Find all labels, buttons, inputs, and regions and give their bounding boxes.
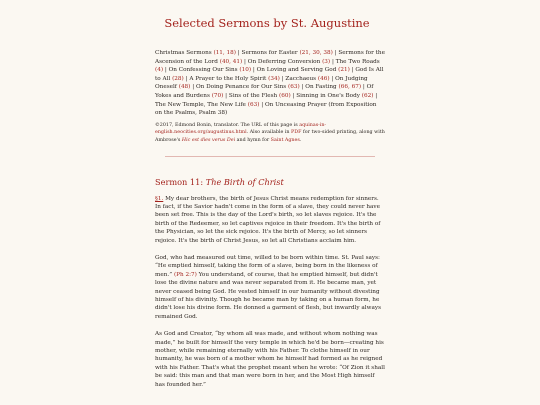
page xyxy=(155,0,385,389)
toc-item-refs[interactable]: (10) xyxy=(239,67,252,74)
toc-item-refs[interactable]: (46) xyxy=(317,75,330,82)
toc-separator: | xyxy=(190,84,196,91)
toc-item-label[interactable]: On Fasting xyxy=(305,84,337,91)
toc-item-refs[interactable]: (66, 67) xyxy=(338,84,362,91)
sermon-number: Sermon 11: xyxy=(155,176,204,187)
toc-item-label[interactable]: Christmas Sermons xyxy=(155,50,212,56)
toc-separator: | xyxy=(329,75,336,82)
toc-item-refs[interactable]: (21) xyxy=(338,67,350,74)
sermon-heading xyxy=(155,177,385,187)
toc-item-label[interactable]: A Prayer to the Holy Spirit xyxy=(189,75,267,82)
toc-separator: | xyxy=(330,58,336,65)
toc-item-label[interactable]: Sermons for Easter xyxy=(241,50,298,56)
credit-end: . xyxy=(299,137,302,143)
toc-item-label[interactable]: Zacchaeus xyxy=(285,75,317,82)
toc-item-refs[interactable]: (34) xyxy=(268,75,280,82)
scripture-citation-link[interactable]: (Ph 2:7) xyxy=(173,271,197,278)
toc-separator: | xyxy=(183,75,190,82)
toc-separator: | xyxy=(332,50,339,56)
toc-item[interactable] xyxy=(229,93,291,99)
toc-item-refs[interactable]: (70) xyxy=(211,92,224,99)
toc-item-refs[interactable]: (63) xyxy=(288,84,300,91)
toc-separator: | xyxy=(259,101,265,108)
toc-item-refs[interactable]: (4) xyxy=(155,67,164,74)
toc-item[interactable] xyxy=(248,59,330,65)
toc-separator: | xyxy=(223,92,229,99)
sermon-paragraph-1 xyxy=(155,195,385,245)
toc-separator: | xyxy=(373,92,378,99)
toc-item-label[interactable]: The New Temple, The New Life xyxy=(155,101,246,108)
paragraph-mark-link[interactable]: §1. xyxy=(155,195,164,202)
toc-separator: | xyxy=(251,67,257,74)
toc-item-label[interactable]: On Confessing Our Sins xyxy=(168,67,238,74)
toc-item-refs[interactable]: (3) xyxy=(322,58,331,65)
toc-item[interactable] xyxy=(155,102,259,108)
saint-agnes-link[interactable]: Saint Agnes xyxy=(270,137,300,143)
paragraph-2-text-a: God, who had measured out time, willed to be born within time. St. Paul says: “He emptied himself, taking the form of a slave, being born in the likeness of men.” xyxy=(155,254,380,278)
toc-item-label[interactable]: Of Yokes and Burdens xyxy=(155,84,374,99)
toc-item-label[interactable]: On Unceasing Prayer (from Exposition on the Psalms, Psalm 38) xyxy=(155,101,377,117)
credit-text-3: for two-sided printing, along with Ambrose's xyxy=(155,130,385,143)
section-divider xyxy=(165,156,375,157)
hic-est-dies-link[interactable]: Hic est dies verus Dei xyxy=(181,137,236,143)
toc-item[interactable] xyxy=(196,84,300,90)
paragraph-2-text-b: You understand, of course, that he emptied himself, but didn't lose the divine nature and was never separated from it. He became man, yet never ceased being God. He vested himself in our humanity without divesting himself of his divinity. Though he became man by taking on a human form, he didn't lose his divine form. He donned a garment of flesh, but inwardly always remained God. xyxy=(155,271,381,320)
toc-item[interactable] xyxy=(296,93,373,99)
toc-item-refs[interactable]: (48) xyxy=(178,84,191,91)
credit-note xyxy=(155,122,385,145)
toc-separator: | xyxy=(299,84,306,91)
toc-item[interactable] xyxy=(242,50,333,56)
toc-item-label[interactable]: Sins of the Flesh xyxy=(228,92,278,99)
toc-item-refs[interactable]: (40, 41) xyxy=(219,58,243,65)
toc-item[interactable] xyxy=(285,76,329,82)
toc-item-label[interactable]: Sinning in One's Body xyxy=(296,92,360,99)
toc-item[interactable] xyxy=(155,50,236,56)
sermon-paragraph-3 xyxy=(155,330,385,389)
toc-item-label[interactable]: On Judging Oneself xyxy=(155,75,368,91)
toc-separator: | xyxy=(236,50,242,56)
toc-item[interactable] xyxy=(189,76,280,82)
paragraph-3-text: As God and Creator, “by whom all was made, and without whom nothing was made,” he built for himself the very temple in which he'd be born—creating his mother, while remaining eternally with his Father. To clothe himself in our humanity, he was born of a mother whom he himself had formed as he reigned with his Father. That's what the prophet meant when he wrote: “Of Zion it shall be said: this man and that man were born in her, and the Most High himself has founded her.” xyxy=(155,331,385,388)
toc-item-refs[interactable]: (63) xyxy=(247,101,260,108)
toc-item-refs[interactable]: (28) xyxy=(172,75,184,82)
toc-item-label[interactable]: On Deferring Conversion xyxy=(247,58,321,65)
toc-item[interactable] xyxy=(169,67,251,73)
toc-item-label[interactable]: On Loving and Serving God xyxy=(256,67,337,74)
toc-item-refs[interactable]: (60) xyxy=(279,92,291,99)
toc-item[interactable] xyxy=(305,84,361,90)
sermon-paragraph-2 xyxy=(155,254,385,321)
toc-separator: | xyxy=(349,67,356,74)
toc-separator: | xyxy=(279,75,286,82)
credit-text-4: and hymn for xyxy=(236,137,270,143)
toc-separator: | xyxy=(163,67,169,74)
toc-separator: | xyxy=(242,58,248,65)
page-title: Selected Sermons by St. Augustine xyxy=(164,16,370,30)
toc-item-label[interactable]: God Is All to All xyxy=(155,67,384,82)
toc-item-label[interactable]: The Two Roads xyxy=(335,58,380,65)
credit-text: ©2017, Edmond Bonin, translator. The URL of this page is xyxy=(155,122,298,128)
toc-item-refs[interactable]: (11, 18) xyxy=(213,50,236,56)
sermon-title: The Birth of Christ xyxy=(205,176,284,187)
toc-separator: | xyxy=(361,84,367,91)
toc-item-refs[interactable]: (21, 30, 38) xyxy=(299,50,333,56)
toc-item-label[interactable]: Sermons for the Ascension of the Lord xyxy=(155,50,385,65)
page-url-link[interactable]: aquinas-in-english.neocities.org/augustinus.html xyxy=(155,122,327,136)
paragraph-1-text: My dear brothers, the birth of Jesus Christ means redemption for sinners. In fact, if the Savior hadn't come in the form of a slave, they could never have been set free. This is the day of the Lord's birth, so let slaves rejoice. It's the birth of the Redeemer, so let captives rejoice in their freedom. It's the birth of the Physician, so let the sick rejoice. It's the birth of Mercy, so let sinners rejoice. It's the birth of Christ Jesus, so let all Christians acclaim him. xyxy=(155,195,381,244)
toc-item[interactable] xyxy=(257,67,350,73)
toc-separator: | xyxy=(290,92,297,99)
credit-text-2: . Also available in xyxy=(246,130,290,136)
toc-item-label[interactable]: On Doing Penance for Our Sins xyxy=(195,84,287,91)
toc-item-refs[interactable]: (62) xyxy=(361,92,374,99)
table-of-contents xyxy=(155,49,385,118)
pdf-link[interactable]: PDF xyxy=(291,130,302,136)
